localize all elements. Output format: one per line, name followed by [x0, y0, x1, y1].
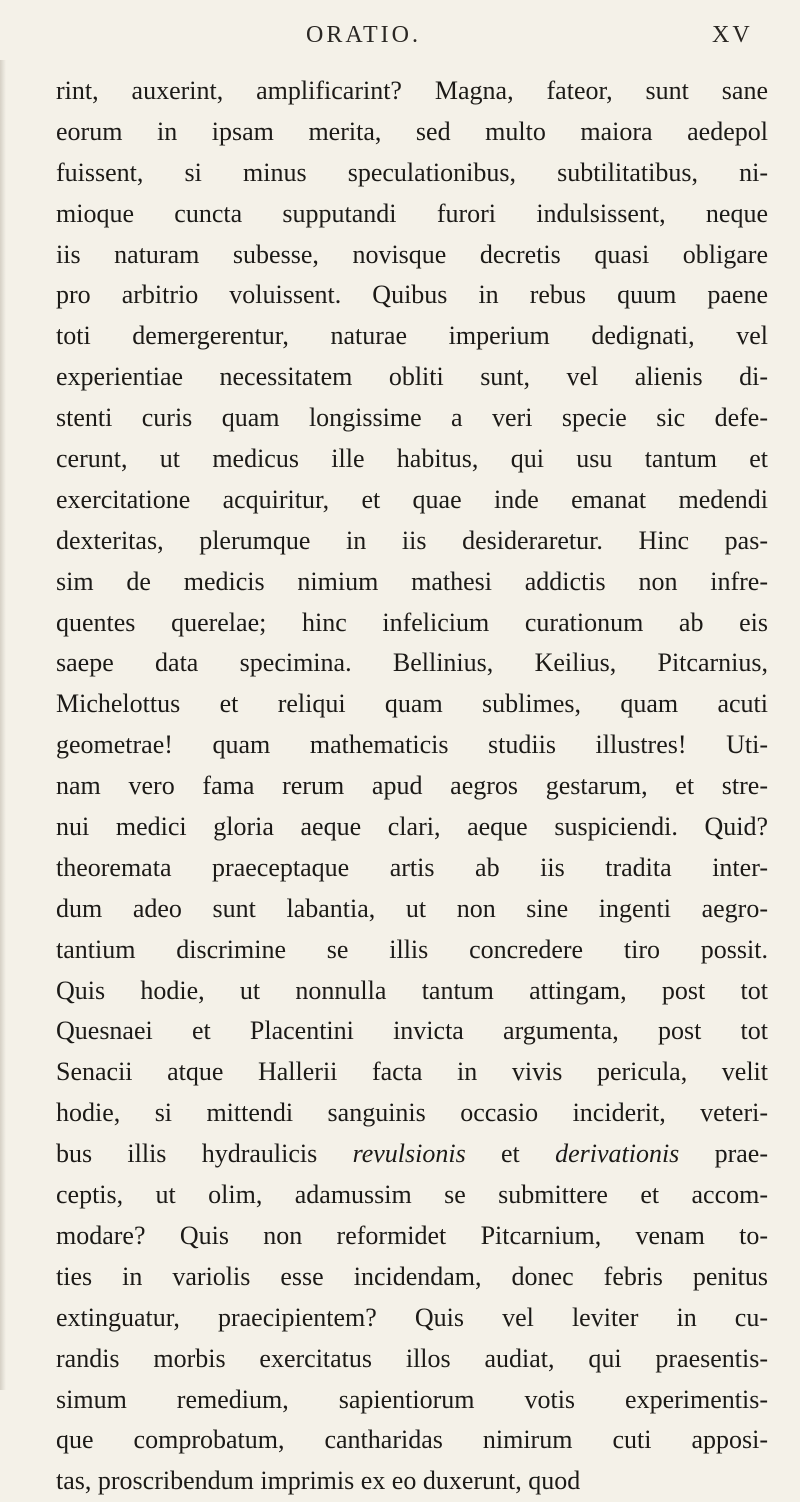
text-segment: extinguatur, praecipientem? Quis vel leviter in cu- — [56, 1302, 768, 1332]
text-segment: quentes querelae; hinc infelicium curationum ab eis — [56, 607, 768, 637]
text-line — [56, 357, 768, 398]
text-line — [56, 603, 768, 644]
text-line — [56, 1011, 768, 1052]
text-segment: toti demergerentur, naturae imperium dedignati, vel — [56, 321, 768, 351]
text-line — [56, 562, 768, 603]
text-segment: nam vero fama rerum apud aegros gestarum, et stre- — [56, 771, 768, 801]
text-segment: modare? Quis non reformidet Pitcarnium, venam to- — [56, 1220, 768, 1250]
text-segment: geometrae! quam mathematicis studiis illustres! Uti- — [56, 730, 768, 760]
text-segment: mioque cuncta supputandi furori indulsissent, neque — [56, 198, 768, 228]
italic-term: derivationis — [555, 1139, 680, 1169]
text-line — [56, 1257, 768, 1298]
text-line — [56, 194, 768, 235]
text-line — [56, 439, 768, 480]
text-line — [56, 725, 768, 766]
text-line — [56, 766, 768, 807]
text-line — [56, 153, 768, 194]
text-line — [56, 1420, 768, 1461]
text-segment: tantium discrimine se illis concredere tiro possit. — [56, 934, 768, 964]
page-number: XV — [712, 22, 753, 48]
text-segment: Michelottus et reliqui quam sublimes, quam acuti — [56, 689, 768, 719]
text-segment: Senacii atque Hallerii facta in vivis pericula, velit — [56, 1057, 768, 1087]
text-line — [56, 1134, 768, 1175]
text-line — [56, 71, 768, 112]
text-line — [56, 1216, 768, 1257]
text-segment: dexteritas, plerumque in iis desideraretur. Hinc pas- — [56, 525, 768, 555]
text-segment: Quis hodie, ut nonnulla tantum attingam, post tot — [56, 975, 768, 1005]
text-segment: fuissent, si minus speculationibus, subtilitatibus, ni- — [56, 157, 768, 187]
text-line — [56, 1380, 768, 1421]
body-text — [56, 71, 768, 1502]
text-line — [56, 275, 768, 316]
text-line — [56, 1175, 768, 1216]
text-line — [56, 848, 768, 889]
text-line — [56, 316, 768, 357]
text-line — [56, 480, 768, 521]
text-segment: exercitatione acquiritur, et quae inde emanat medendi — [56, 484, 768, 514]
text-segment: theoremata praeceptaque artis ab iis tradita inter- — [56, 852, 768, 882]
text-line — [56, 684, 768, 725]
text-segment: rint, auxerint, amplificarint? Magna, fateor, sunt sane — [56, 76, 768, 105]
text-line — [56, 1093, 768, 1134]
text-line — [56, 235, 768, 276]
text-segment: Quesnaei et Placentini invicta argumenta, post tot — [56, 1016, 768, 1046]
text-line — [56, 112, 768, 153]
running-head — [0, 22, 800, 52]
text-line — [56, 1298, 768, 1339]
text-line — [56, 643, 768, 684]
text-segment: et — [465, 1139, 556, 1169]
text-segment: saepe data specimina. Bellinius, Keilius, Pitcarnius, — [56, 648, 768, 678]
text-segment: cerunt, ut medicus ille habitus, qui usu tantum et — [56, 444, 768, 474]
text-line — [56, 398, 768, 439]
text-line — [56, 971, 768, 1012]
text-line — [56, 1461, 768, 1502]
text-segment: ties in variolis esse incidendam, donec febris penitus — [56, 1261, 768, 1291]
text-segment: nui medici gloria aeque clari, aeque suspiciendi. Quid? — [56, 812, 768, 842]
text-segment: prae- — [679, 1139, 768, 1169]
text-segment: tas, proscribendum imprimis ex eo duxerunt, quod — [56, 1466, 581, 1496]
text-segment: que comprobatum, cantharidas nimirum cuti apposi- — [56, 1425, 768, 1455]
text-segment: hodie, si mittendi sanguinis occasio inciderit, veteri- — [56, 1098, 768, 1128]
text-line — [56, 1052, 768, 1093]
text-segment: stenti curis quam longissime a veri specie sic defe- — [56, 403, 768, 433]
text-segment: bus illis hydraulicis — [56, 1139, 353, 1169]
text-segment: randis morbis exercitatus illos audiat, qui praesentis- — [56, 1343, 768, 1373]
binding-shadow — [0, 60, 6, 1390]
text-segment: ceptis, ut olim, adamussim se submittere et accom- — [56, 1180, 768, 1210]
text-segment: iis naturam subesse, novisque decretis quasi obligare — [56, 239, 768, 269]
text-segment: dum adeo sunt labantia, ut non sine ingenti aegro- — [56, 893, 768, 923]
text-line — [56, 889, 768, 930]
text-segment: sim de medicis nimium mathesi addictis non infre- — [56, 566, 768, 596]
text-segment: experientiae necessitatem obliti sunt, vel alienis di- — [56, 362, 768, 392]
text-segment: eorum in ipsam merita, sed multo maiora aedepol — [56, 116, 768, 146]
italic-term: revulsionis — [352, 1139, 466, 1169]
text-line — [56, 930, 768, 971]
running-title: ORATIO. — [306, 22, 421, 48]
text-line — [56, 1339, 768, 1380]
text-segment: simum remedium, sapientiorum votis experimentis- — [56, 1384, 768, 1414]
text-line — [56, 807, 768, 848]
text-segment: pro arbitrio voluissent. Quibus in rebus quum paene — [56, 280, 768, 310]
text-line — [56, 521, 768, 562]
